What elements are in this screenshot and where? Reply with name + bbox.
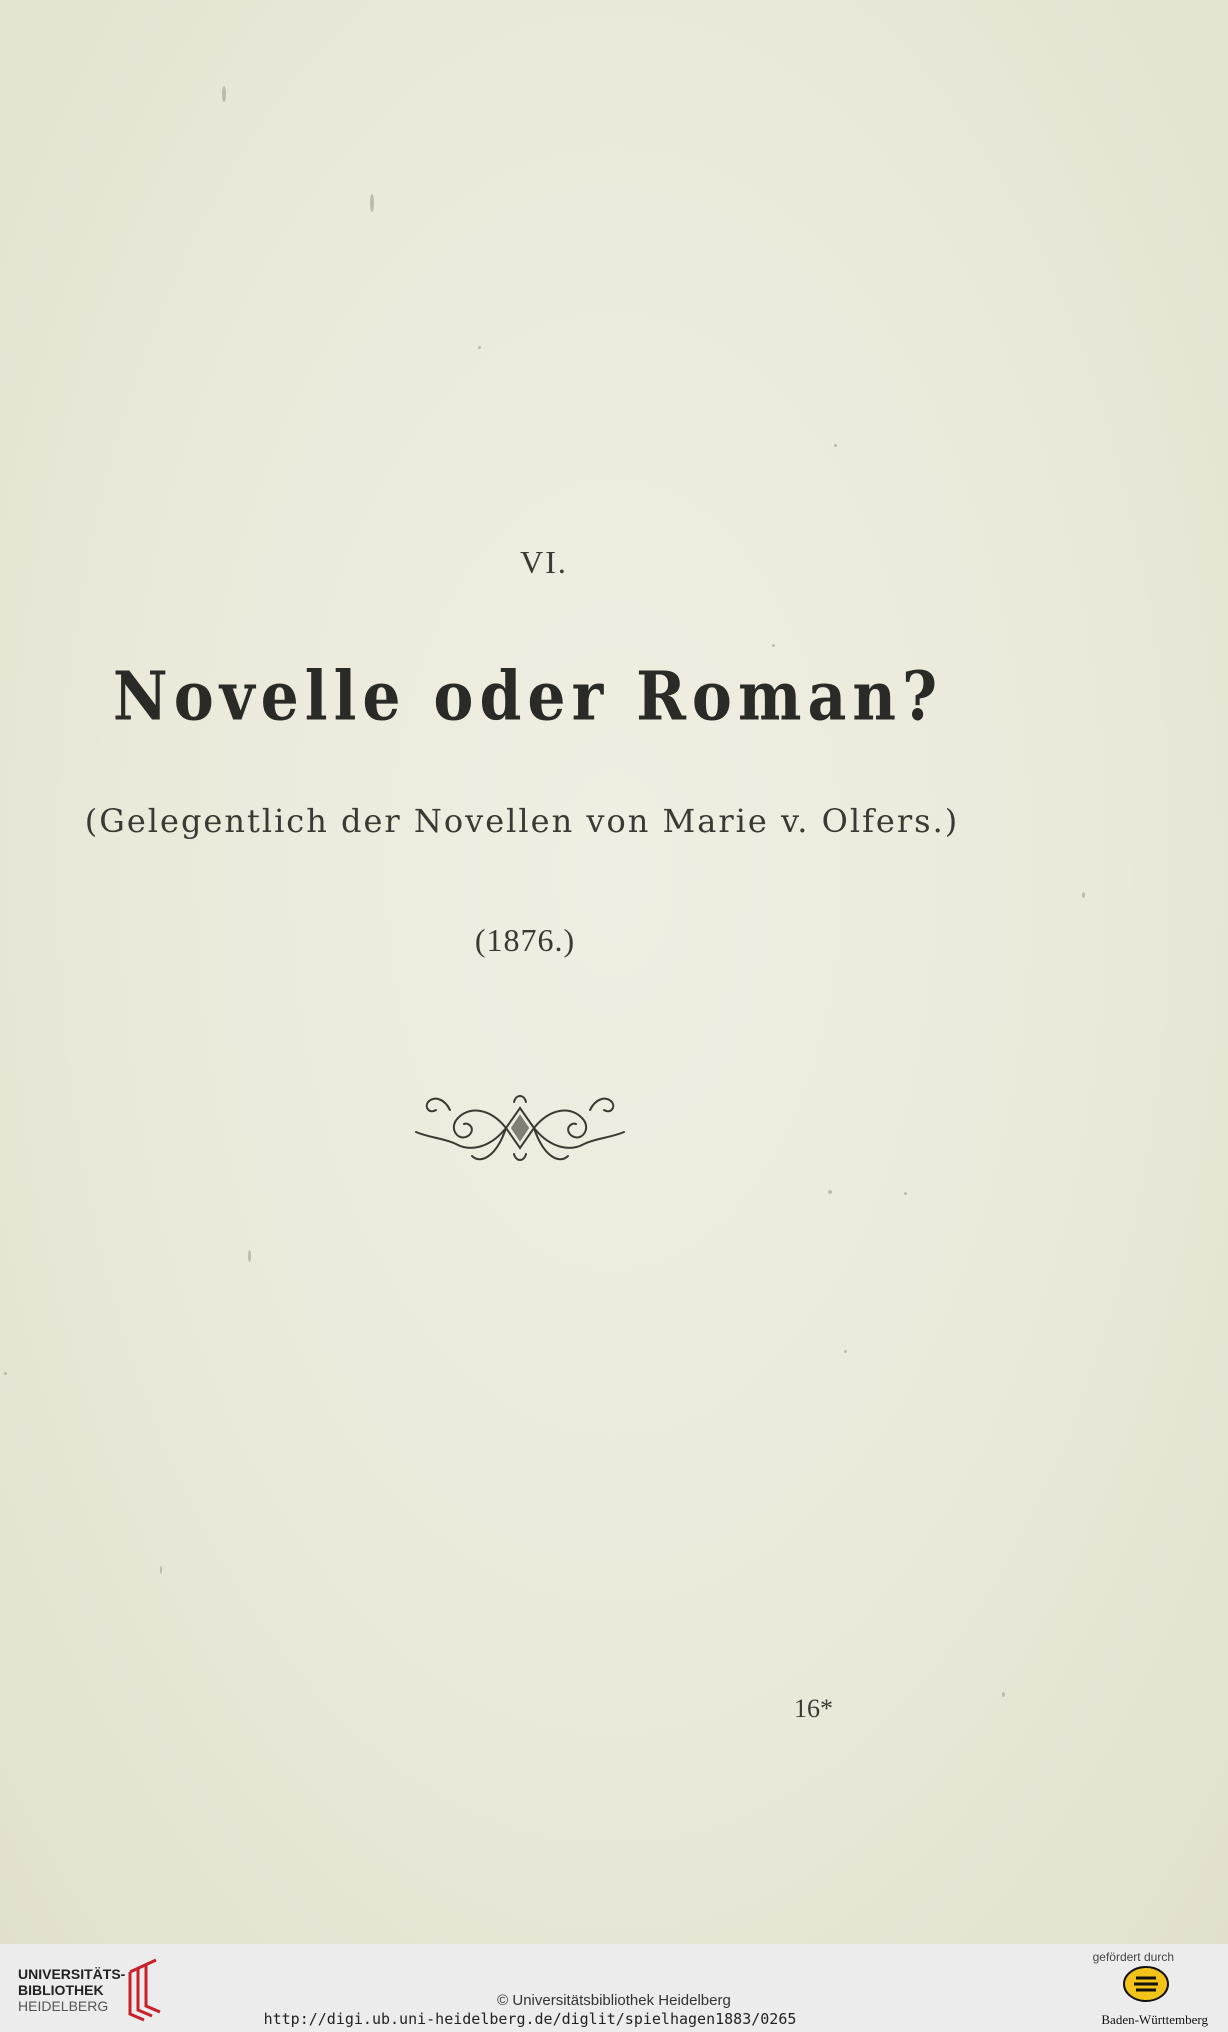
paper-speck [834,444,837,447]
ornament-flourish-icon [410,1088,630,1168]
paper-speck [478,346,481,349]
paper-speck [4,1372,7,1375]
paper-speck [248,1250,251,1262]
paper-speck [904,1192,907,1195]
paper-speck [1082,892,1085,898]
paper-speck [844,1350,847,1353]
page-number: 16* [794,1694,833,1723]
paper-speck [828,1190,832,1194]
sponsor-name: Baden-Württemberg [1101,2012,1208,2027]
chapter-number: VI. [520,544,568,580]
paper-speck [1002,1692,1005,1697]
year: (1876.) [474,922,576,958]
permalink-url[interactable]: http://digi.ub.uni-heidelberg.de/diglit/spielhagen1883/0265 [263,2010,797,2028]
logo-line: UNIVERSITÄTS- [18,1966,126,1982]
coat-of-arms-icon[interactable] [1122,1964,1170,2004]
footer-bar [0,1944,1228,2032]
paper-speck [370,194,374,212]
paper-speck [160,1566,162,1574]
logo-line: BIBLIOTHEK [18,1982,104,1998]
logo-line: HEIDELBERG [18,1998,109,2014]
paper-speck [772,644,775,647]
sponsor-label: gefördert durch [1092,1950,1174,1964]
page-title: Novelle oder Roman? [112,657,944,737]
subtitle: (Gelegentlich der Novellen von Marie v. Olfers.) [84,802,960,840]
paper-speck [222,86,226,102]
copyright-text: © Universitätsbibliothek Heidelberg [497,1992,731,2009]
